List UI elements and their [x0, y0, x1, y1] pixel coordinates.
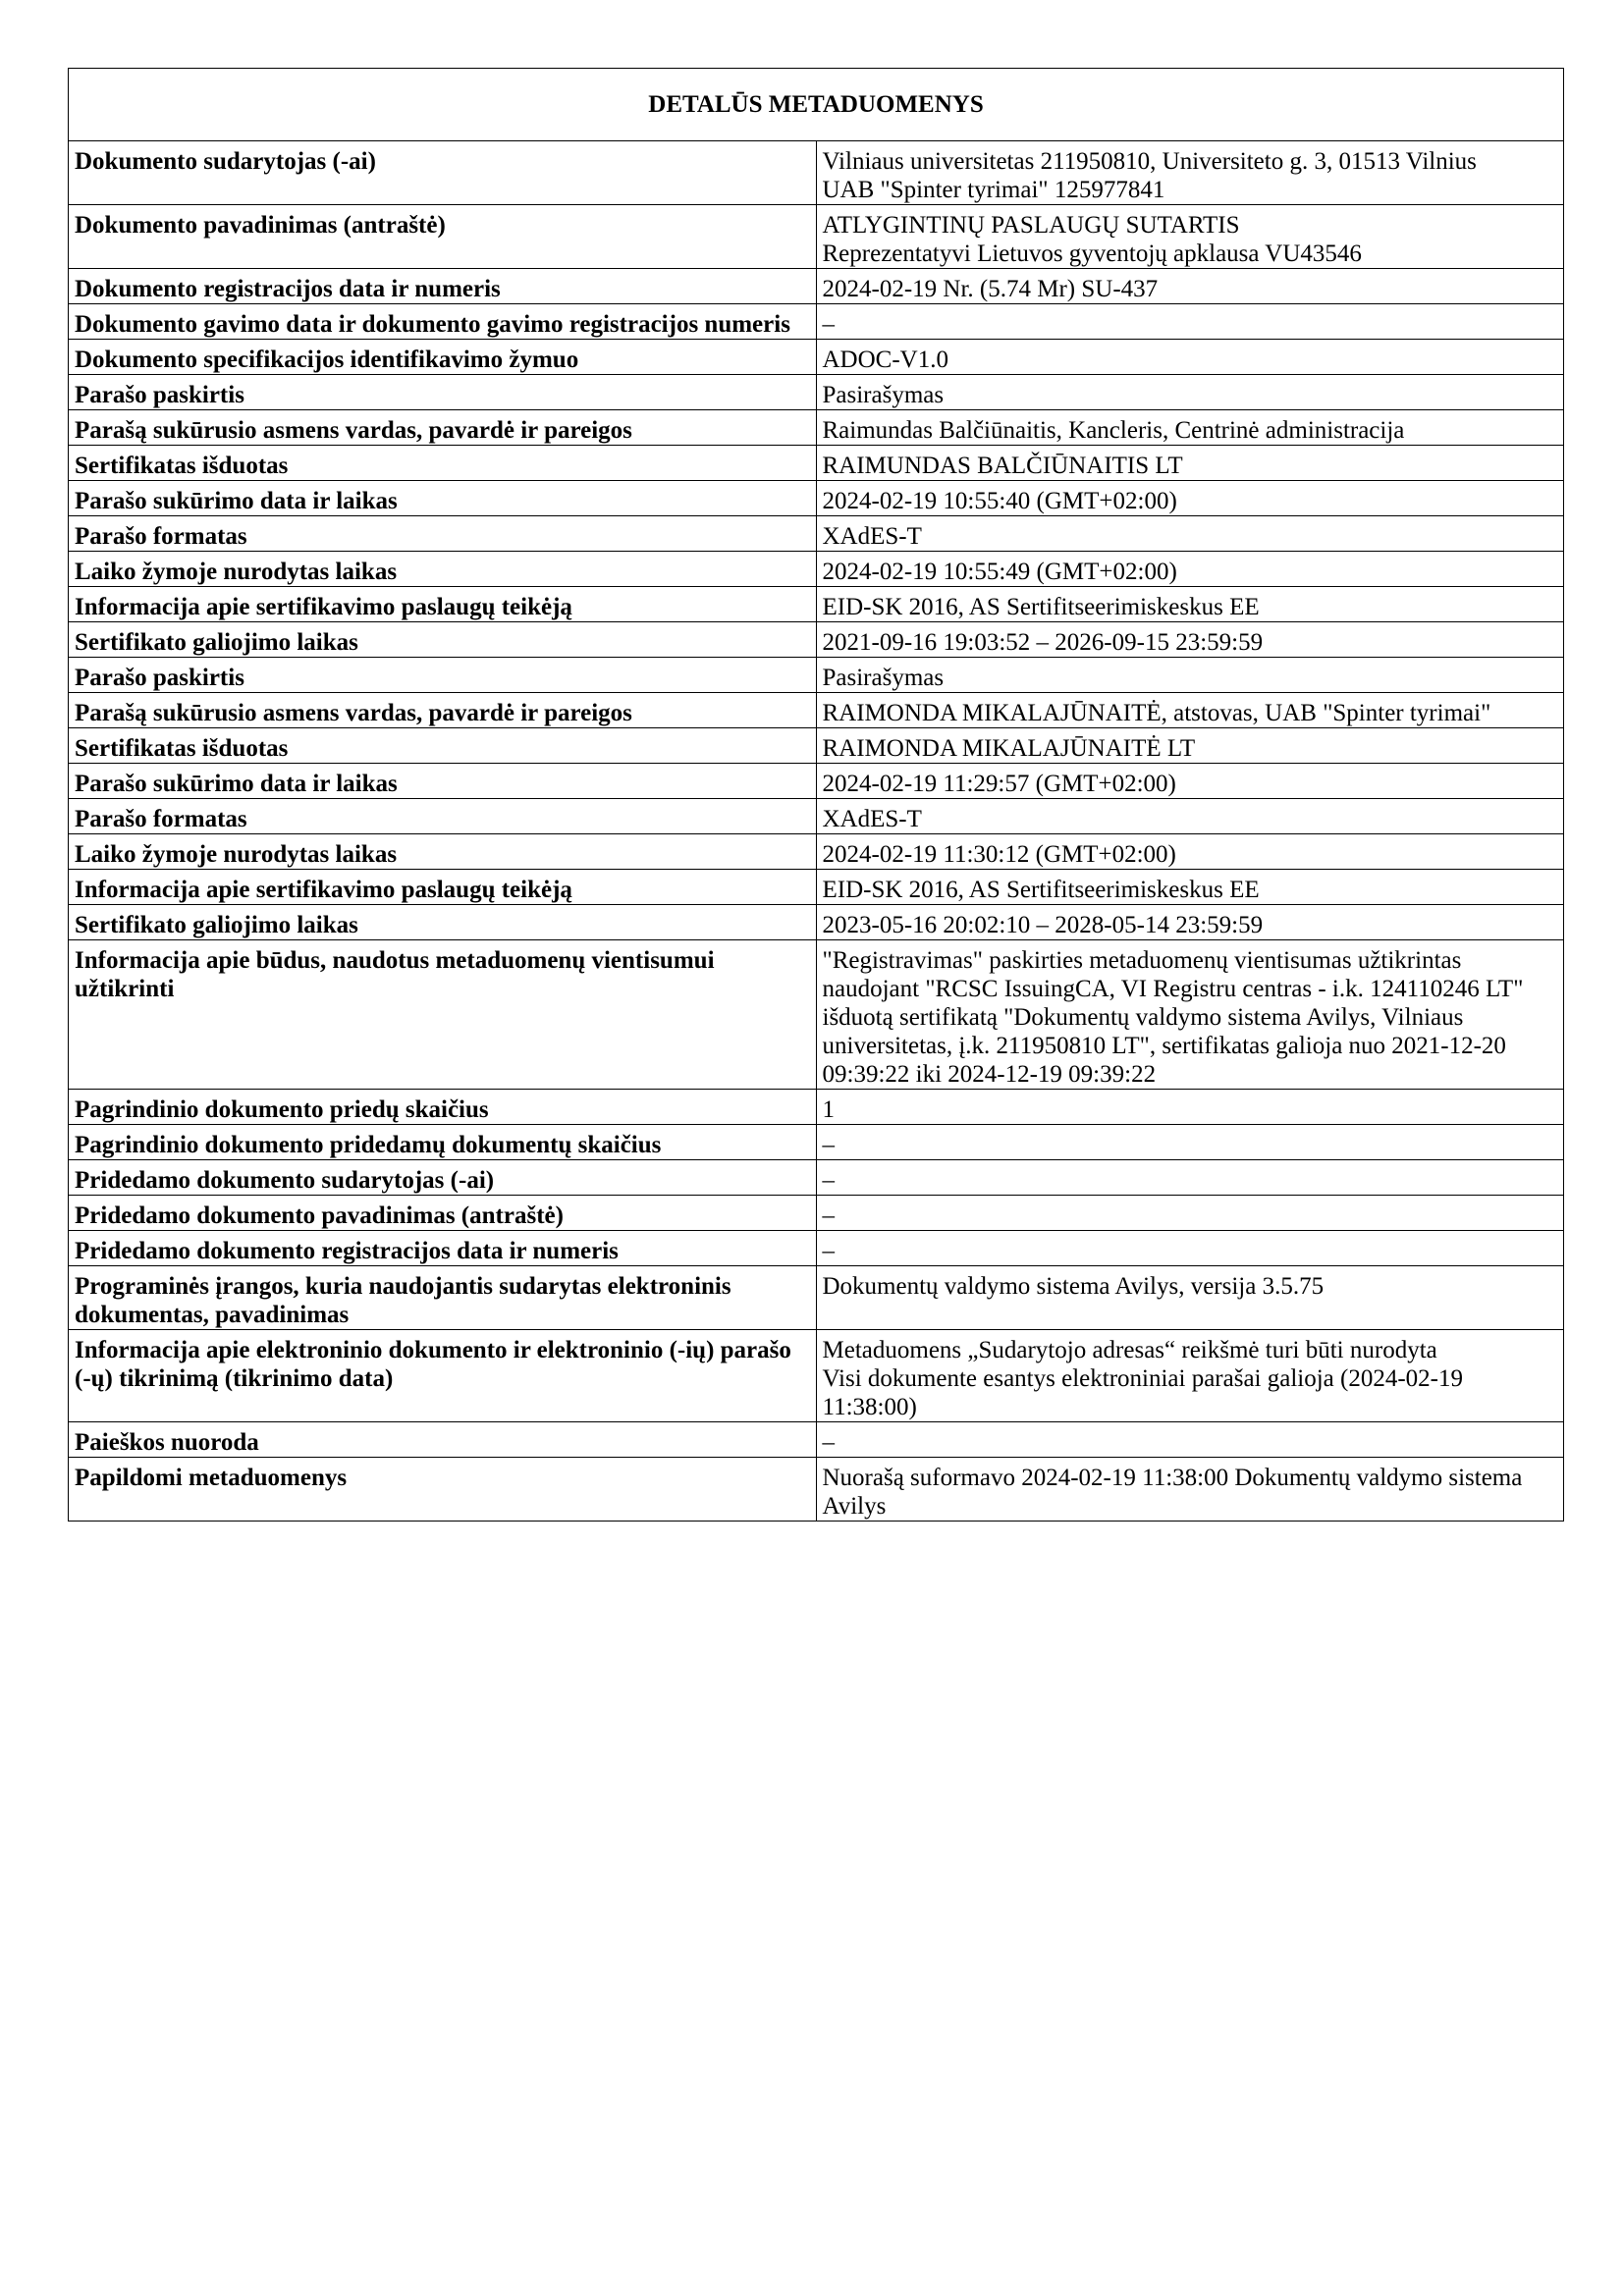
table-row	[69, 1422, 1564, 1458]
row-value	[816, 141, 1564, 205]
row-value	[816, 516, 1564, 552]
row-value-line: Pasirašymas	[822, 382, 945, 408]
row-value-line: ATLYGINTINŲ PASLAUGŲ SUTARTIS	[822, 212, 1240, 239]
table-row	[69, 658, 1564, 693]
row-value-line: RAIMUNDAS BALČIŪNAITIS LT	[822, 453, 1183, 479]
row-label: Programinės įrangos, kuria naudojantis sudarytas elektroninis dokumentas, pavadinimas	[69, 1266, 817, 1330]
row-value	[816, 446, 1564, 481]
table-row	[69, 940, 1564, 1090]
row-label: Sertifikato galiojimo laikas	[69, 905, 817, 940]
row-value-line: 2024-02-19 11:29:57 (GMT+02:00)	[822, 771, 1176, 797]
row-value	[816, 870, 1564, 905]
table-row	[69, 587, 1564, 622]
row-label: Pridedamo dokumento registracijos data ir numeris	[69, 1231, 817, 1266]
row-value-line: ADOC-V1.0	[822, 347, 948, 373]
table-row	[69, 799, 1564, 834]
row-value	[816, 587, 1564, 622]
row-value	[816, 340, 1564, 375]
row-value	[816, 905, 1564, 940]
row-value-line: EID-SK 2016, AS Sertifitseerimiskeskus EE	[822, 594, 1260, 620]
row-label: Informacija apie būdus, naudotus metaduomenų vientisumui užtikrinti	[69, 940, 817, 1090]
row-value	[816, 410, 1564, 446]
row-value-line: Visi dokumente esantys elektroniniai parašai galioja (2024-02-19 11:38:00)	[822, 1365, 1463, 1420]
row-label: Parašą sukūrusio asmens vardas, pavardė ir pareigos	[69, 693, 817, 728]
table-row	[69, 693, 1564, 728]
row-value-line: RAIMONDA MIKALAJŪNAITĖ, atstovas, UAB "Spinter tyrimai"	[822, 700, 1491, 726]
table-row	[69, 622, 1564, 658]
row-value	[816, 940, 1564, 1090]
row-value	[816, 764, 1564, 799]
row-value	[816, 1458, 1564, 1522]
table-row	[69, 410, 1564, 446]
table-row	[69, 304, 1564, 340]
row-label: Dokumento specifikacijos identifikavimo žymuo	[69, 340, 817, 375]
row-value-line: 1	[822, 1096, 835, 1123]
row-value	[816, 205, 1564, 269]
row-value-line: –	[822, 311, 835, 338]
row-value-line: EID-SK 2016, AS Sertifitseerimiskeskus EE	[822, 877, 1260, 903]
row-value-line: –	[822, 1429, 835, 1456]
row-value	[816, 658, 1564, 693]
table-title-row	[69, 69, 1564, 141]
row-label: Informacija apie sertifikavimo paslaugų teikėją	[69, 870, 817, 905]
row-value-line: –	[822, 1167, 835, 1194]
row-value-line: XAdES-T	[822, 806, 922, 832]
table-row	[69, 870, 1564, 905]
table-row	[69, 1160, 1564, 1196]
row-value	[816, 1422, 1564, 1458]
row-label: Sertifikato galiojimo laikas	[69, 622, 817, 658]
row-label: Pagrindinio dokumento pridedamų dokumentų skaičius	[69, 1125, 817, 1160]
table-row	[69, 834, 1564, 870]
table-row	[69, 728, 1564, 764]
table-row	[69, 446, 1564, 481]
row-value-line: "Registravimas" paskirties metaduomenų vientisumas užtikrintas naudojant "RCSC IssuingCA, VI Registru centras - i.k. 124110246 LT" išduotą sertifikatą "Dokumentų valdymo sistema Avilys, Vilniaus universitetas, į.k. 211950810 LT", sertifikatas galioja nuo 2021-12-20 09:39:22 iki 2024-12-19 09:39:22	[822, 947, 1524, 1088]
row-value-line: XAdES-T	[822, 523, 922, 550]
table-title: DETALŪS METADUOMENYS	[69, 69, 1564, 141]
row-value	[816, 1266, 1564, 1330]
table-row	[69, 1330, 1564, 1422]
table-row	[69, 141, 1564, 205]
row-label: Dokumento registracijos data ir numeris	[69, 269, 817, 304]
row-label: Dokumento gavimo data ir dokumento gavimo registracijos numeris	[69, 304, 817, 340]
metadata-rows	[69, 141, 1564, 1522]
row-value	[816, 622, 1564, 658]
row-value	[816, 1160, 1564, 1196]
row-value-line: 2024-02-19 11:30:12 (GMT+02:00)	[822, 841, 1176, 868]
row-label: Laiko žymoje nurodytas laikas	[69, 834, 817, 870]
row-value	[816, 728, 1564, 764]
row-label: Parašo sukūrimo data ir laikas	[69, 764, 817, 799]
row-value-line: 2024-02-19 10:55:40 (GMT+02:00)	[822, 488, 1177, 514]
row-value-line: Nuorašą suformavo 2024-02-19 11:38:00 Dokumentų valdymo sistema Avilys	[822, 1465, 1523, 1520]
row-value-line: Vilniaus universitetas 211950810, Universiteto g. 3, 01513 Vilnius	[822, 148, 1477, 175]
table-row	[69, 764, 1564, 799]
table-row	[69, 481, 1564, 516]
row-label: Sertifikatas išduotas	[69, 446, 817, 481]
table-row	[69, 905, 1564, 940]
row-label: Parašo paskirtis	[69, 658, 817, 693]
metadata-table	[68, 68, 1564, 1522]
row-value-line: 2024-02-19 Nr. (5.74 Mr) SU-437	[822, 276, 1159, 302]
row-value-line: –	[822, 1132, 835, 1158]
table-row	[69, 552, 1564, 587]
row-label: Dokumento sudarytojas (-ai)	[69, 141, 817, 205]
row-label: Sertifikatas išduotas	[69, 728, 817, 764]
row-label: Pridedamo dokumento sudarytojas (-ai)	[69, 1160, 817, 1196]
table-row	[69, 1266, 1564, 1330]
row-value-line: –	[822, 1202, 835, 1229]
row-value	[816, 693, 1564, 728]
row-label: Parašo sukūrimo data ir laikas	[69, 481, 817, 516]
row-value-line: Reprezentatyvi Lietuvos gyventojų apklausa VU43546	[822, 240, 1362, 267]
table-row	[69, 1125, 1564, 1160]
row-label: Parašą sukūrusio asmens vardas, pavardė ir pareigos	[69, 410, 817, 446]
row-label: Papildomi metaduomenys	[69, 1458, 817, 1522]
row-label: Paieškos nuoroda	[69, 1422, 817, 1458]
row-value	[816, 1125, 1564, 1160]
row-value	[816, 1330, 1564, 1422]
row-value	[816, 1231, 1564, 1266]
table-row	[69, 269, 1564, 304]
row-label: Dokumento pavadinimas (antraštė)	[69, 205, 817, 269]
row-value	[816, 481, 1564, 516]
row-value-line: Raimundas Balčiūnaitis, Kancleris, Centrinė administracija	[822, 417, 1405, 444]
row-value	[816, 552, 1564, 587]
table-row	[69, 1196, 1564, 1231]
row-label: Parašo formatas	[69, 799, 817, 834]
table-row	[69, 205, 1564, 269]
row-value-line: –	[822, 1238, 835, 1264]
row-value-line: Pasirašymas	[822, 665, 945, 691]
row-label: Parašo paskirtis	[69, 375, 817, 410]
table-row	[69, 1090, 1564, 1125]
row-value	[816, 304, 1564, 340]
row-value-line: 2024-02-19 10:55:49 (GMT+02:00)	[822, 559, 1177, 585]
row-label: Parašo formatas	[69, 516, 817, 552]
row-label: Pagrindinio dokumento priedų skaičius	[69, 1090, 817, 1125]
row-value-line: RAIMONDA MIKALAJŪNAITĖ LT	[822, 735, 1196, 762]
row-value	[816, 799, 1564, 834]
row-label: Pridedamo dokumento pavadinimas (antraštė)	[69, 1196, 817, 1231]
table-row	[69, 340, 1564, 375]
row-value-line: 2023-05-16 20:02:10 – 2028-05-14 23:59:59	[822, 912, 1264, 938]
row-value	[816, 1196, 1564, 1231]
row-label: Informacija apie sertifikavimo paslaugų teikėją	[69, 587, 817, 622]
row-label: Informacija apie elektroninio dokumento ir elektroninio (-ių) parašo (-ų) tikrinimą (tikrinimo data)	[69, 1330, 817, 1422]
table-row	[69, 1231, 1564, 1266]
row-label: Laiko žymoje nurodytas laikas	[69, 552, 817, 587]
row-value	[816, 269, 1564, 304]
row-value	[816, 1090, 1564, 1125]
row-value-line: Dokumentų valdymo sistema Avilys, versija 3.5.75	[822, 1273, 1325, 1300]
row-value-line: 2021-09-16 19:03:52 – 2026-09-15 23:59:59	[822, 629, 1264, 656]
row-value	[816, 375, 1564, 410]
table-row	[69, 375, 1564, 410]
table-row	[69, 516, 1564, 552]
row-value-line: Metaduomens „Sudarytojo adresas“ reikšmė turi būti nurodyta	[822, 1337, 1437, 1363]
row-value	[816, 834, 1564, 870]
table-row	[69, 1458, 1564, 1522]
row-value-line: UAB "Spinter tyrimai" 125977841	[822, 177, 1165, 203]
